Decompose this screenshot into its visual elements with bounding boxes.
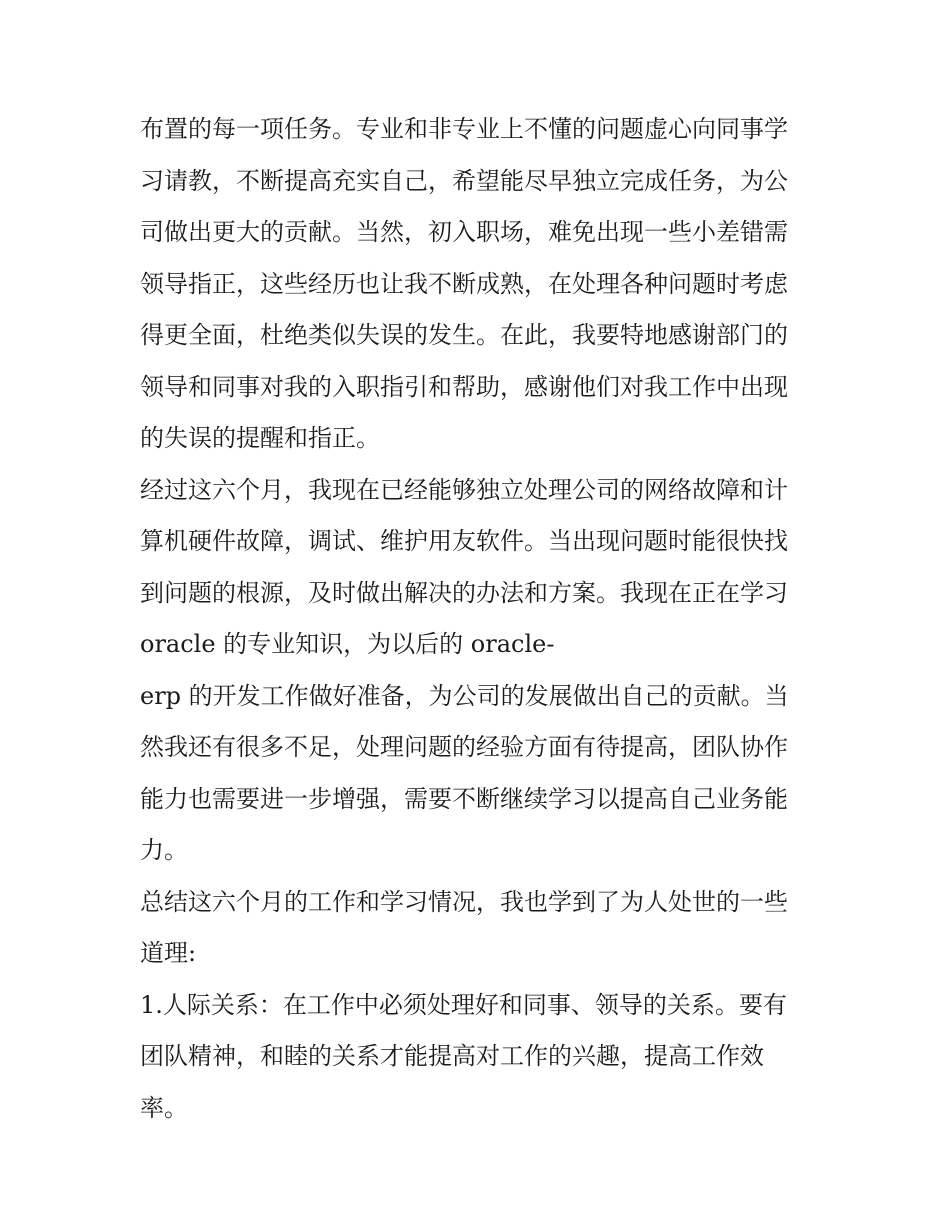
text-line: 经过这六个月，我现在已经能够独立处理公司的网络故障和计	[140, 475, 788, 504]
text-line: 到问题的根源，及时做出解决的办法和方案。我现在正在学习	[140, 578, 788, 607]
text-line: 总结这六个月的工作和学习情况，我也学到了为人处世的一些	[140, 887, 788, 916]
text-line: 领导指正，这些经历也让我不断成熟，在处理各种问题时考虑	[140, 269, 788, 298]
text-line: 1.人际关系：在工作中必须处理好和同事、领导的关系。要有	[140, 990, 787, 1019]
text-line: 团队精神，和睦的关系才能提高对工作的兴趣，提高工作效	[140, 1042, 764, 1070]
text-line: 得更全面，杜绝类似失误的发生。在此，我要特地感谢部门的	[140, 321, 788, 349]
text-line: 领导和同事对我的入职指引和帮助，感谢他们对我工作中出现	[140, 372, 788, 401]
text-line: oracle 的专业知识，为以后的 oracle-	[140, 630, 555, 658]
text-line: 习请教，不断提高充实自己，希望能尽早独立完成任务，为公	[140, 166, 788, 195]
text-line: 布置的每一项任务。专业和非专业上不懂的问题虚心向同事学	[140, 115, 788, 143]
text-line: 道理:	[140, 939, 197, 967]
text-line: 力。	[140, 836, 188, 864]
text-line: 率。	[140, 1093, 188, 1122]
text-line: 司做出更大的贡献。当然，初入职场，难免出现一些小差错需	[140, 218, 788, 246]
document-body	[140, 104, 820, 1134]
text-line: 的失误的提醒和指正。	[140, 424, 380, 452]
text-line: 能力也需要进一步增强，需要不断继续学习以提高自己业务能	[140, 784, 788, 813]
text-line: 然我还有很多不足，处理问题的经验方面有待提高，团队协作	[140, 733, 788, 761]
text-line: erp 的开发工作做好准备，为公司的发展做出自己的贡献。当	[140, 681, 789, 710]
text-line: 算机硬件故障，调试、维护用友软件。当出现问题时能很快找	[140, 527, 788, 555]
